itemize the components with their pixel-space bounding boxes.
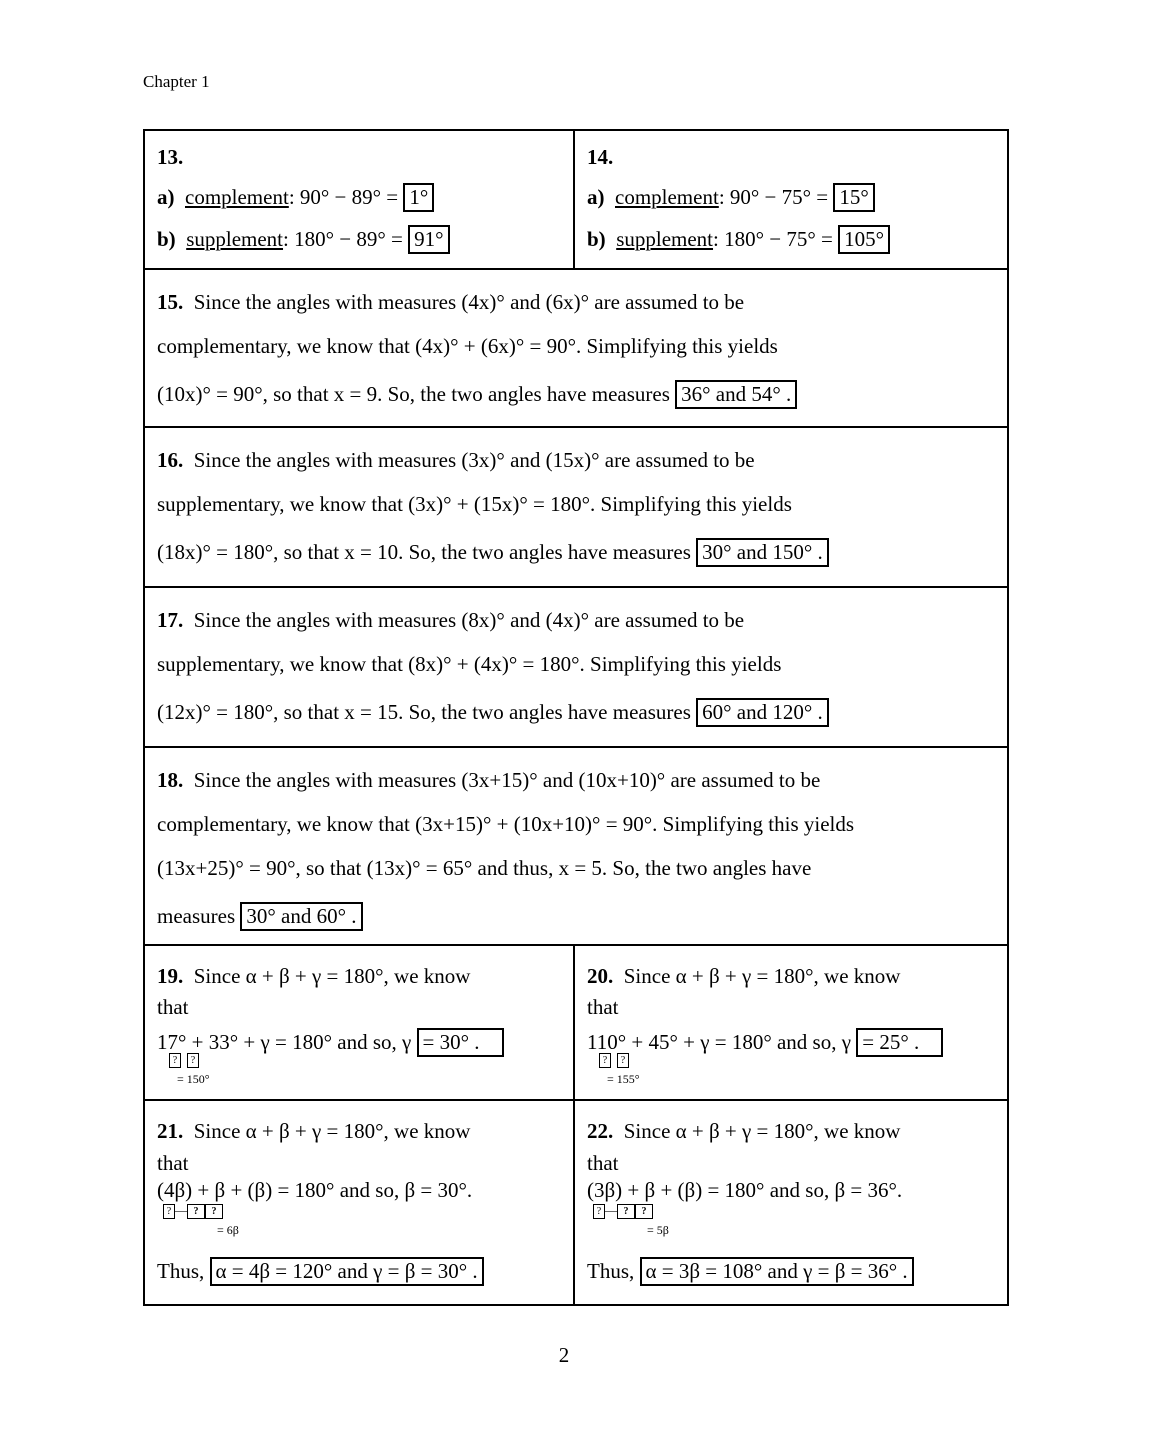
missing-glyph-icon: ? <box>599 1053 611 1068</box>
text: (10x)° = 90°, so that x = 9. So, the two angles have measures <box>157 382 676 406</box>
problem-13 <box>145 131 575 268</box>
line-3 <box>157 538 829 567</box>
answer-box: α = 4β = 120° and γ = β = 30° . <box>210 1257 484 1286</box>
problem-20 <box>575 946 1007 1099</box>
text: 17° + 33° + γ = 180° and so, γ <box>157 1030 417 1054</box>
line-3 <box>157 380 797 409</box>
line-1 <box>157 1119 470 1144</box>
text: Since the angles with measures (8x)° and (4x)° are assumed to be <box>193 608 745 632</box>
line-2: that <box>157 1151 189 1175</box>
line-2: supplementary, we know that (8x)° + (4x)° = 180°. Simplifying this yields <box>157 652 782 676</box>
text: Since α + β + γ = 180°, we know <box>623 964 901 988</box>
missing-glyph-icon: ? <box>617 1204 635 1219</box>
missing-glyph-icon: ? <box>169 1053 181 1068</box>
problem-22 <box>575 1101 1007 1304</box>
answer-box: = 30° . <box>417 1028 504 1057</box>
line-2: supplementary, we know that (3x)° + (15x)° = 180°. Simplifying this yields <box>157 492 792 516</box>
answer-box: α = 3β = 108° and γ = β = 36° . <box>640 1257 914 1286</box>
problem-number: 22. <box>587 1119 614 1143</box>
part-a <box>157 183 434 212</box>
line-4 <box>587 1257 914 1286</box>
line-3 <box>157 698 829 727</box>
part-b <box>587 225 890 254</box>
solutions-table <box>143 129 1009 1306</box>
text: Since the angles with measures (3x+15)° and (10x+10)° are assumed to be <box>193 768 821 792</box>
line-1 <box>157 608 744 633</box>
table-row <box>145 268 1007 426</box>
text: measures <box>157 904 241 928</box>
text: Thus, <box>157 1259 210 1283</box>
line-4 <box>157 1257 484 1286</box>
problem-number: 18. <box>157 768 184 792</box>
part-label: a) <box>157 185 175 209</box>
missing-glyph-icon: ? <box>635 1204 653 1219</box>
table-row <box>145 426 1007 586</box>
underbrace-note: = 150° <box>177 1072 210 1086</box>
answer-box: 30° and 60° . <box>240 902 362 931</box>
line-3 <box>587 1028 943 1057</box>
part-a <box>587 183 875 212</box>
answer-box: 15° <box>833 183 874 212</box>
line-1 <box>157 964 470 989</box>
problem-21 <box>145 1101 575 1304</box>
answer-box: 1° <box>403 183 434 212</box>
line-1 <box>157 768 820 793</box>
text: Since α + β + γ = 180°, we know <box>623 1119 901 1143</box>
line-3: (3β) + β + (β) = 180° and so, β = 36°. <box>587 1178 903 1202</box>
problem-17 <box>145 588 1007 746</box>
page-number: 2 <box>558 1343 570 1367</box>
answer-box: 36° and 54° . <box>675 380 797 409</box>
part-label: b) <box>157 227 176 251</box>
problem-number: 15. <box>157 290 184 314</box>
answer-box: 30° and 150° . <box>696 538 829 567</box>
underbrace-note: = 5β <box>647 1223 669 1237</box>
problem-number: 19. <box>157 964 184 988</box>
problem-number: 14. <box>587 145 614 169</box>
problem-number: 17. <box>157 608 184 632</box>
underbrace: ? — ? ? <box>593 1203 653 1219</box>
text: (18x)° = 180°, so that x = 10. So, the two angles have measures <box>157 540 697 564</box>
text: 110° + 45° + γ = 180° and so, γ <box>587 1030 857 1054</box>
text: Since α + β + γ = 180°, we know <box>193 1119 471 1143</box>
problem-number: 16. <box>157 448 184 472</box>
part-label: b) <box>587 227 606 251</box>
answer-box: 91° <box>408 225 449 254</box>
part-b <box>157 225 450 254</box>
text: (12x)° = 180°, so that x = 15. So, the two angles have measures <box>157 700 697 724</box>
line-2: complementary, we know that (4x)° + (6x)° = 90°. Simplifying this yields <box>157 334 778 358</box>
line-4 <box>157 902 363 931</box>
missing-glyph-icon: ? <box>593 1204 605 1219</box>
expression: : 90° − 89° = <box>288 185 404 209</box>
underbrace <box>599 1052 629 1068</box>
problem-number: 21. <box>157 1119 184 1143</box>
missing-glyph-icon: ? <box>187 1053 199 1068</box>
text: Thus, <box>587 1259 640 1283</box>
line-1 <box>157 290 744 315</box>
problem-18 <box>145 748 1007 944</box>
problem-15 <box>145 270 1007 426</box>
line-2: complementary, we know that (3x+15)° + (10x+10)° = 90°. Simplifying this yields <box>157 812 855 836</box>
missing-glyph-icon: ? <box>617 1053 629 1068</box>
line-3: (13x+25)° = 90°, so that (13x)° = 65° and thus, x = 5. So, the two angles have <box>157 856 812 880</box>
table-row <box>145 131 1007 268</box>
missing-glyph-icon: ? <box>163 1204 175 1219</box>
problem-number: 20. <box>587 964 614 988</box>
answer-box: 105° <box>838 225 890 254</box>
part-label: a) <box>587 185 605 209</box>
line-1 <box>587 964 900 989</box>
line-3: (4β) + β + (β) = 180° and so, β = 30°. <box>157 1178 473 1202</box>
underbrace <box>169 1052 199 1068</box>
text: Since α + β + γ = 180°, we know <box>193 964 471 988</box>
problem-number: 13. <box>157 145 184 169</box>
line-1 <box>157 448 755 473</box>
line-2: that <box>587 995 619 1019</box>
underbrace-note: = 6β <box>217 1223 239 1237</box>
term: supplement <box>186 227 284 251</box>
table-row <box>145 944 1007 1099</box>
term: complement <box>615 185 719 209</box>
answer-box: = 25° . <box>856 1028 943 1057</box>
table-row <box>145 586 1007 746</box>
problem-16 <box>145 428 1007 586</box>
expression: : 90° − 75° = <box>718 185 834 209</box>
missing-glyph-icon: ? <box>205 1204 223 1219</box>
expression: : 180° − 75° = <box>713 227 839 251</box>
line-1 <box>587 1119 900 1144</box>
problem-14 <box>575 131 1007 268</box>
line-3 <box>157 1028 504 1057</box>
line-2: that <box>587 1151 619 1175</box>
underbrace-note: = 155° <box>607 1072 640 1086</box>
chapter-header: Chapter 1 <box>143 72 210 91</box>
term: complement <box>185 185 289 209</box>
text: Since the angles with measures (3x)° and (15x)° are assumed to be <box>193 448 755 472</box>
problem-19 <box>145 946 575 1099</box>
expression: : 180° − 89° = <box>283 227 409 251</box>
underbrace: ? — ? ? <box>163 1203 223 1219</box>
line-2: that <box>157 995 189 1019</box>
term: supplement <box>616 227 714 251</box>
answer-box: 60° and 120° . <box>696 698 829 727</box>
missing-glyph-icon: ? <box>187 1204 205 1219</box>
text: Since the angles with measures (4x)° and (6x)° are assumed to be <box>193 290 745 314</box>
table-row <box>145 1099 1007 1304</box>
table-row <box>145 746 1007 944</box>
